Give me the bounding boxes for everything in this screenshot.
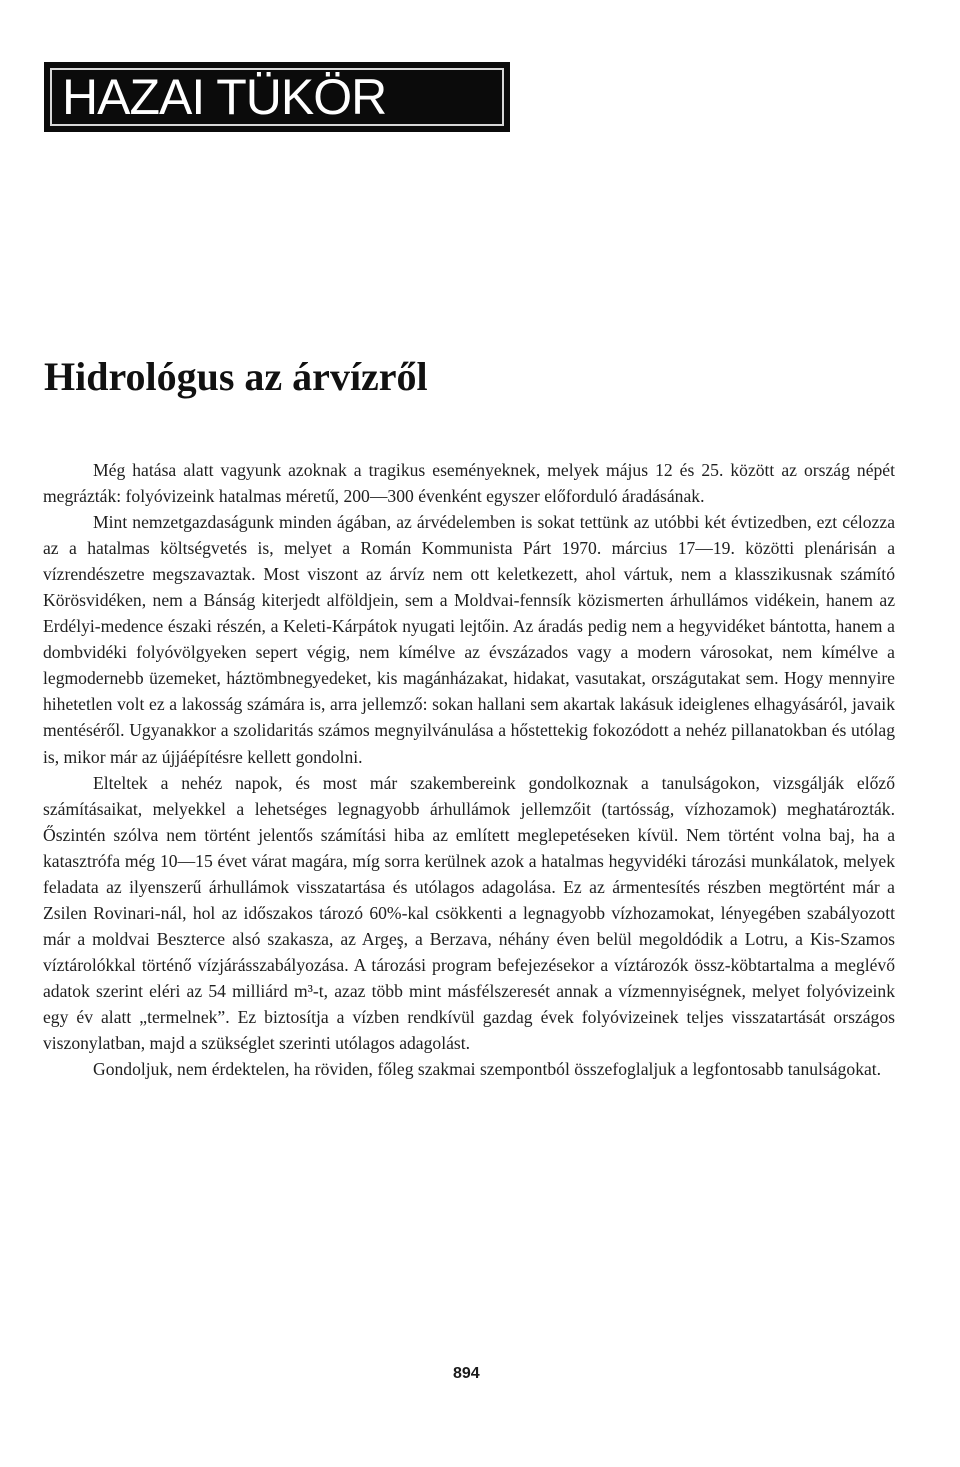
article-title: Hidrológus az árvízről [44, 354, 428, 399]
page-number: 894 [453, 1365, 480, 1382]
article-paragraph: Elteltek a nehéz napok, és most már szakembereink gondolkoznak a tanulságokon, vizsgálják előző számításaikat, melyekkel a lehetséges legnagyobb árhullámok jellemzőit (tartósság, vízhozamok) meghatározták. Őszintén szólva nem történt jelentős számítási hiba az említett meglepetéseken kívül. Nem történt volna baj, ha a katasztrófa még 10—15 évet várat magára, míg sorra kerülnek azok a hatalmas hegyvidéki tározási munkálatok, melyek feladata az ilyenszerű árhullámok visszatartása és utólagos adagolása. Ez az ármentesítés részben megtörtént már a Zsilen Rovinari-nál, hol az időszakos tározó 60%-kal csökkenti a legnagyobb vízhozamokat, lényegében szabályozott már a moldvai Beszterce alsó szakasza, az Argeş, a Berzava, néhány éven belül megoldódik a Lotru, a Kis-Szamos víztárolókkal történő vízjárásszabályozása. A tározási program befejezésekor a víztározók össz-köbtartalma a meglévő adatok szerint eléri az 54 milliárd m³-t, azaz több mint másfélszeresét annak a vízmennyiségnek, melyet folyóvizeink egy év alatt „termelnek”. Ez biztosítja a vízben rendkívül gazdag évek folyóvizeinek teljes visszatartását országos viszonylatban, majd a szükséglet szerinti utólagos adagolást. [43, 772, 895, 1054]
article-paragraph: Még hatása alatt vagyunk azoknak a tragikus eseményeknek, melyek május 12 és 25. között az ország népét megrázták: folyóvizeink hatalmas méretű, 200—300 évenként egyszer előforduló áradásának. [43, 460, 895, 507]
article-paragraph: Mint nemzetgazdaságunk minden ágában, az árvédelemben is sokat tettünk az utóbbi két évtizedben, ezt célozza az a hatalmas költségvetés is, melyet a Román Kommunista Párt 1970. március 17—19. közötti plenárisán a vízrendészetre megszavaztak. Most viszont az árvíz nem ott keletkezett, ahol vártuk, nem a klasszikusnak számító Körösvidéken, nem a Bánság kiterjedt alföldjein, sem a Moldvai-fennsík közismerten árhullámos vidékein, hanem az Erdélyi-medence északi részén, a Keleti-Kárpátok nyugati lejtőin. Az áradás pedig nem a hegyvidéket bántotta, hanem a dombvidéki folyóvölgyeken sepert végig, nem kímélve az évszázados vagy a modern városokat, nem kímélve a legmodernebb üzemeket, háztömbnegyedeket, kis magánházakat, hidakat, vasutakat, országutakat sem. Hogy mennyire hihetetlen volt ez a lakosság számára is, arra jellemző: sokan hallani sem akartak lakásuk ideiglenes elhagyásáról, javaik mentéséről. Ugyanakkor a szolidaritás számos megnyilvánulása a hőstettekig fokozódott a nehéz pillanatokban és utólag is, mikor már az újjáépítésre kellett gondolni. [43, 512, 895, 767]
article-body [43, 457, 895, 1082]
article-paragraph: Gondoljuk, nem érdektelen, ha röviden, főleg szakmai szempontból összefoglaljuk a legfontosabb tanulságokat. [93, 1059, 882, 1080]
section-title: HAZAI TÜKÖR [62, 69, 387, 125]
